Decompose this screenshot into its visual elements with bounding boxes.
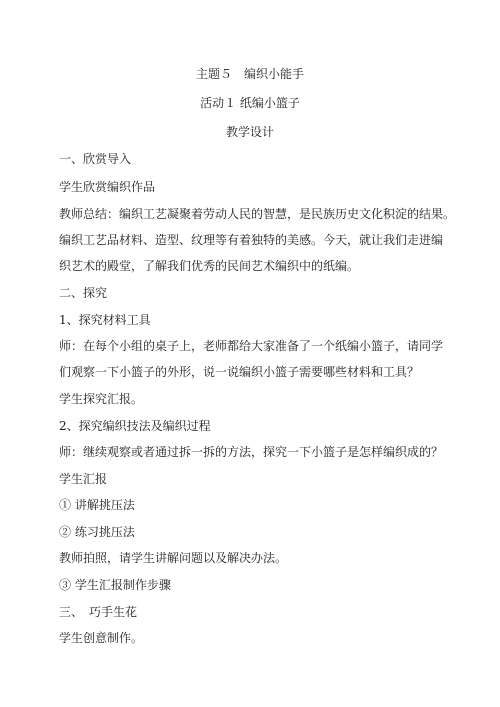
- subsection-heading: 1、探究材料工具: [59, 313, 151, 327]
- paragraph-line: 学生创意制作。: [59, 631, 144, 645]
- section-heading: 三、 巧手生花: [59, 605, 138, 619]
- document-subtitle: 活动１ 纸编小篮子: [200, 96, 300, 110]
- paragraph-line: 们观察一下小篮子的外形，说一说编织小篮子需要哪些材料和工具？: [59, 365, 420, 379]
- document-type: 教学设计: [225, 125, 274, 139]
- subsection-heading: 2、探究编织技法及编织过程: [59, 419, 211, 433]
- paragraph-line: 教师拍照，请学生讲解问题以及解决办法。: [59, 551, 288, 565]
- paragraph-line: 师：继续观察或者通过拆一拆的方法，探究一下小篮子是怎样编织成的？: [59, 445, 444, 459]
- document-title: 主题５ 编织小能手: [195, 67, 304, 81]
- paragraph-line: 编织工艺品材料、造型、纹理等有着独特的美感。今天，就让我们走进编: [59, 233, 444, 247]
- list-item: ③ 学生汇报制作步骤: [59, 578, 171, 592]
- section-heading: 一、欣赏导入: [59, 152, 132, 166]
- section-heading: 二、探究: [59, 286, 108, 300]
- paragraph-line: 师：在每个小组的桌子上，老师都给大家准备了一个纸编小篮子，请同学: [59, 339, 444, 353]
- paragraph-line: 学生探究汇报。: [59, 392, 144, 406]
- paragraph-line: 学生欣赏编织作品: [59, 180, 156, 194]
- paragraph-line: 织艺术的殿堂，了解我们优秀的民间艺术编织中的纸编。: [59, 259, 360, 273]
- paragraph-line: 学生汇报: [59, 472, 108, 486]
- list-item: ① 讲解挑压法: [59, 498, 135, 512]
- list-item: ② 练习挑压法: [59, 525, 135, 539]
- paragraph-line: 教师总结：编织工艺凝聚着劳动人民的智慧，是民族历史文化积淀的结果。: [59, 207, 456, 221]
